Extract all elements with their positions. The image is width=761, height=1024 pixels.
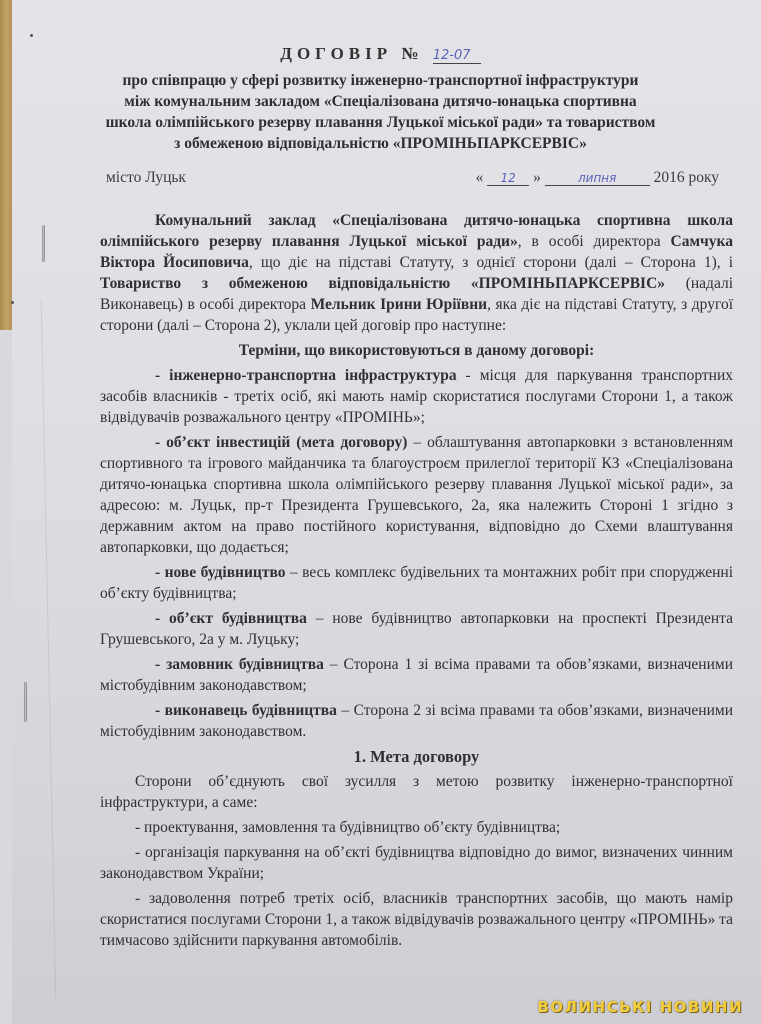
section-1-intro: Сторони об’єднують свої зусилля з метою розвитку інженерно-транспортної інфраструктури, а саме: xyxy=(100,773,733,811)
number-sign: № xyxy=(401,44,424,63)
document-body xyxy=(100,210,733,955)
document-title xyxy=(0,44,761,64)
term-item xyxy=(100,700,733,742)
staple-top xyxy=(42,225,45,262)
term-name: - об’єкт будівництва xyxy=(155,610,307,627)
party2-director: Мельник Ірини Юріївни xyxy=(310,296,488,313)
party1-name: Комунальний заклад «Спеціалізована дитячо-юнацька спортивна школа олімпійського резерву плавання Луцької міської ради» xyxy=(100,212,733,250)
contract-date xyxy=(476,169,719,187)
term-name: - виконавець будівництва xyxy=(155,702,337,719)
term-name: - замовник будівництва xyxy=(155,656,324,673)
preamble-text: , що діє на підставі Статуту, з однієї сторони (далі – Сторона 1), і xyxy=(248,254,733,271)
term-separator: – xyxy=(407,434,428,451)
section-1-item: - організація паркування на об’єкті будівництва відповідно до вимог, визначених чинним законодавством України; xyxy=(100,844,733,882)
terms-heading: Терміни, що використовуються в даному договорі: xyxy=(238,342,595,359)
subtitle-line: про співпрацю у сфері розвитку інженерно-транспортної інфраструктури xyxy=(122,72,639,89)
preamble-text: , в особі директора xyxy=(517,233,671,250)
preamble-paragraph xyxy=(100,210,733,336)
section-1-item: - проектування, замовлення та будівництво об’єкту будівництва; xyxy=(135,819,561,836)
term-name: - інженерно-транспортна інфраструктура xyxy=(155,367,457,384)
date-day-handwritten: 12 xyxy=(487,171,529,186)
city: місто Луцьк xyxy=(106,169,186,186)
term-definition: весь комплекс будівельних та монтажних робіт при спорудженні об’єкту будівництва; xyxy=(100,564,734,602)
term-definition: Сторона 1 зі всіма правами та обов’язками, визначеними містобудівним законодавством; xyxy=(100,656,733,694)
subtitle-line: з обмеженою відповідальністю «ПРОМІНЬПАРКСЕРВІС» xyxy=(174,135,587,152)
term-item xyxy=(100,654,733,696)
date-year: 2016 року xyxy=(653,169,719,186)
term-definition: нове будівництво автопарковки на проспекті Президента Грушевського, 2а у м. Луцьку; xyxy=(100,610,734,648)
title-word: ДОГОВІР xyxy=(280,44,393,63)
preamble-text: (надалі Виконавець) в особі директора xyxy=(100,275,734,313)
news-watermark-logo: ВОЛИНСЬКІ НОВИНИ xyxy=(537,998,743,1016)
paper-speck xyxy=(30,34,33,37)
date-month-handwritten: липня xyxy=(545,171,650,186)
section-1-item: - задоволення потреб третіх осіб, власників транспортних засобів, що мають намір скористатися послугами Сторони 1, а також відвідувачів розважального центру «ПРОМІНЬ» та тимчасово здійснити паркування автомобілів. xyxy=(100,890,733,949)
subtitle-line: між комунальним закладом «Спеціалізована дитячо-юнацька спортивна xyxy=(124,93,637,110)
term-separator: – xyxy=(323,656,344,673)
staple-bottom xyxy=(24,682,27,722)
party2-name: Товариство з обмеженою відповідальністю «ПРОМІНЬПАРКСЕРВІС» xyxy=(100,275,666,292)
term-separator: – xyxy=(285,564,303,581)
preamble-text: , яка діє на підставі Статуту, з другої сторони (далі – Сторона 2), уклали цей договір про наступне: xyxy=(100,296,734,334)
document-subtitle xyxy=(0,70,761,154)
term-separator: – xyxy=(306,610,333,627)
subtitle-line: школа олімпійського резерву плавання Луцької міської ради» та товариством xyxy=(105,114,656,131)
term-item xyxy=(100,365,733,428)
paper-speck xyxy=(11,301,14,304)
contract-number-handwritten: 12-07 xyxy=(433,48,481,64)
term-name: - об’єкт інвестицій (мета договору) xyxy=(155,434,408,451)
section-1-heading: 1. Мета договору xyxy=(353,747,480,766)
term-item xyxy=(100,562,733,604)
quote-open: « xyxy=(475,169,484,186)
term-separator: - xyxy=(456,367,480,384)
term-definition: місця для паркування транспортних засобів власників - третіх осіб, які мають намір скористатися послугами Сторони 1, а також відвідувачів розважального центру «ПРОМІНЬ»; xyxy=(100,367,734,426)
quote-close: » xyxy=(533,169,541,186)
term-item xyxy=(100,608,733,650)
term-name: - нове будівництво xyxy=(155,564,286,581)
party1-director: Самчука Віктора Йосиповича xyxy=(100,233,733,271)
term-separator: – xyxy=(336,702,354,719)
term-item xyxy=(100,432,733,558)
term-definition: Сторона 2 зі всіма правами та обов’язками, визначеними містобудівним законодавством. xyxy=(100,702,733,740)
term-definition: облаштування автопарковки з встановленням спортивного та ігрового майданчика та благоустроєм прилеглої території КЗ «Спеціалізована дитячо-юнацька спортивна школа олімпійського резерву плавання Луцької міської ради», за адресою: м. Луцьк, пр-т Президента Грушевського, 2а, яка належить Стороні 1 згідно з державним актом на право постійного користування, відповідно до Схеми влаштування автопарковки, що додається; xyxy=(100,434,734,556)
